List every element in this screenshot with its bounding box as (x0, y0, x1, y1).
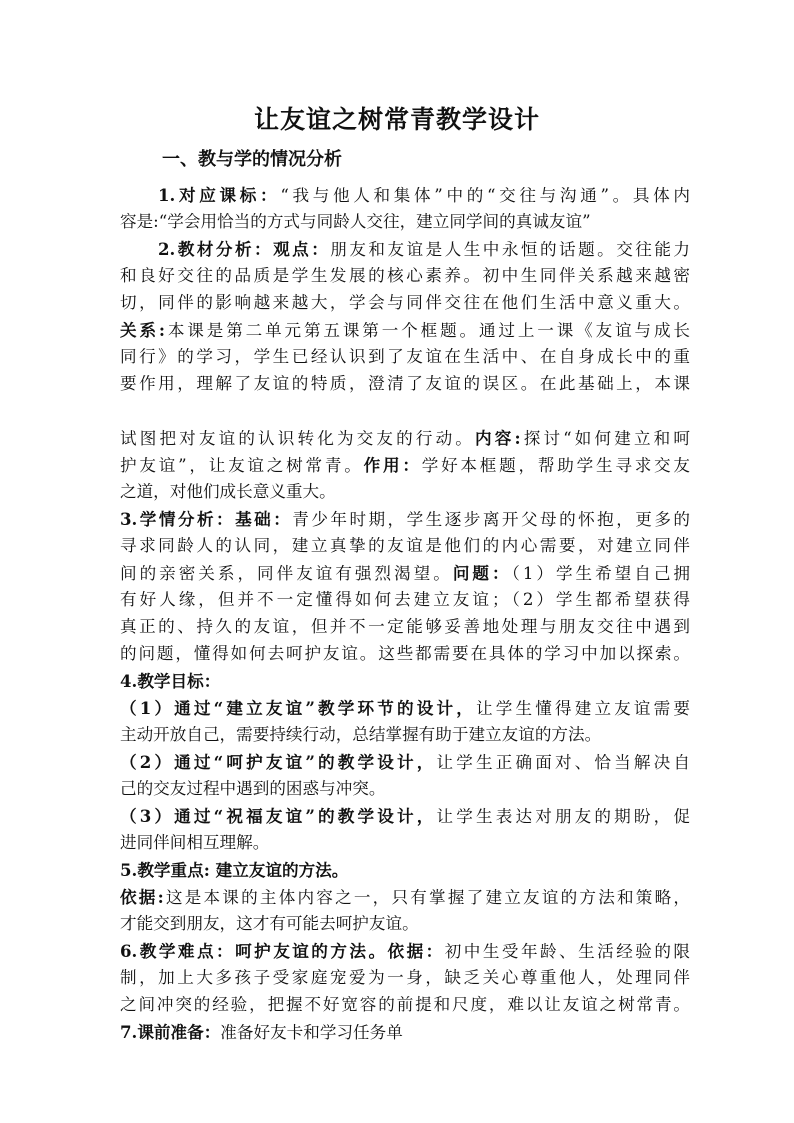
paragraph-line: 主动开放自己，需要持续行动，总结掌握有助于建立友谊的方法。 (120, 725, 602, 744)
paragraph-line: 真正的、持久的友谊，但并不一定能够妥善地处理与朋友交往中遇到 (120, 617, 690, 636)
paragraph-line: 有好人缘，但并不一定懂得如何去建立友谊；（2）学生都希望获得 (120, 590, 690, 609)
paragraph-line: 制，加上大多孩子受家庭宠爱为一身，缺乏关心尊重他人，处理同伴 (120, 968, 690, 987)
paragraph-line: （2）通过“呵护友谊”的教学设计，让学生正确面对、恰当解决自 (120, 752, 690, 772)
paragraph-line: 寻求同龄人的认同，建立真挚的友谊是他们的内心需要，对建立同伴 (120, 536, 690, 555)
paragraph-line: 的问题，懂得如何去呵护友谊。这些都需要在具体的学习中加以探索。 (120, 644, 690, 663)
section-heading: 一、教与学的情况分析 (162, 149, 342, 170)
paragraph-line: 之间冲突的经验，把握不好宽容的前提和尺度，难以让友谊之树常青。 (120, 995, 690, 1014)
paragraph-line: 切，同伴的影响越来越大，学会与同伴交往在他们生活中意义重大。 (120, 293, 690, 312)
paragraph-line: 1.对应课标：“我与他人和集体”中的“交往与沟通”。具体内 (158, 185, 690, 205)
paragraph-line: 容是:“学会用恰当的方式与同龄人交往，建立同学间的真诚友谊” (120, 212, 591, 231)
paragraph-line: 4.教学目标： (120, 671, 221, 691)
paragraph-line: 进同伴间相互理解。 (120, 833, 270, 852)
paragraph-line: 护友谊”，让友谊之树常青。作用：学好本框题，帮助学生寻求交友 (120, 455, 691, 475)
paragraph-line: 5.教学重点: 建立友谊的方法。 (120, 860, 349, 880)
paragraph-line: 6.教学难点：呵护友谊的方法。依据：初中生受年龄、生活经验的限 (120, 941, 691, 961)
paragraph-line: 和良好交往的品质是学生发展的核心素养。初中生同伴关系越来越密 (120, 266, 690, 285)
paragraph-line: 己的交友过程中遇到的困惑与冲突。 (120, 779, 386, 798)
paragraph-line: 同行》的学习，学生已经认识到了友谊在生活中、在自身成长中的重 (120, 347, 690, 366)
paragraph-line: 试图把对友谊的认识转化为交友的行动。内容:探讨“如何建立和呵 (120, 428, 690, 448)
paragraph-line: （3）通过“祝福友谊”的教学设计，让学生表达对朋友的期盼，促 (120, 806, 690, 826)
paragraph-line: 关系:本课是第二单元第五课第一个框题。通过上一课《友谊与成长 (120, 320, 690, 340)
paragraph-line: 才能交到朋友，这才有可能去呵护友谊。 (120, 914, 419, 933)
paragraph-line: 间的亲密关系，同伴友谊有强烈渴望。问题：（1）学生希望自己拥 (120, 563, 690, 583)
document-title: 让友谊之树常青教学设计 (253, 105, 540, 134)
paragraph-line: 3.学情分析：基础：青少年时期，学生逐步离开父母的怀抱，更多的 (120, 509, 691, 529)
paragraph-line: 之道，对他们成长意义重大。 (120, 482, 336, 501)
paragraph-line: （1）通过“建立友谊”教学环节的设计，让学生懂得建立友谊需要 (120, 698, 691, 718)
paragraph-line: 7.课前准备：准备好友卡和学习任务单 (120, 1022, 403, 1042)
paragraph-line: 依据:这是本课的主体内容之一，只有掌握了建立友谊的方法和策略， (120, 887, 690, 907)
paragraph-line: 要作用，理解了友谊的特质，澄清了友谊的误区。在此基础上，本课 (120, 374, 690, 393)
paragraph-line: 2.教材分析：观点：朋友和友谊是人生中永恒的话题。交往能力 (158, 239, 691, 259)
